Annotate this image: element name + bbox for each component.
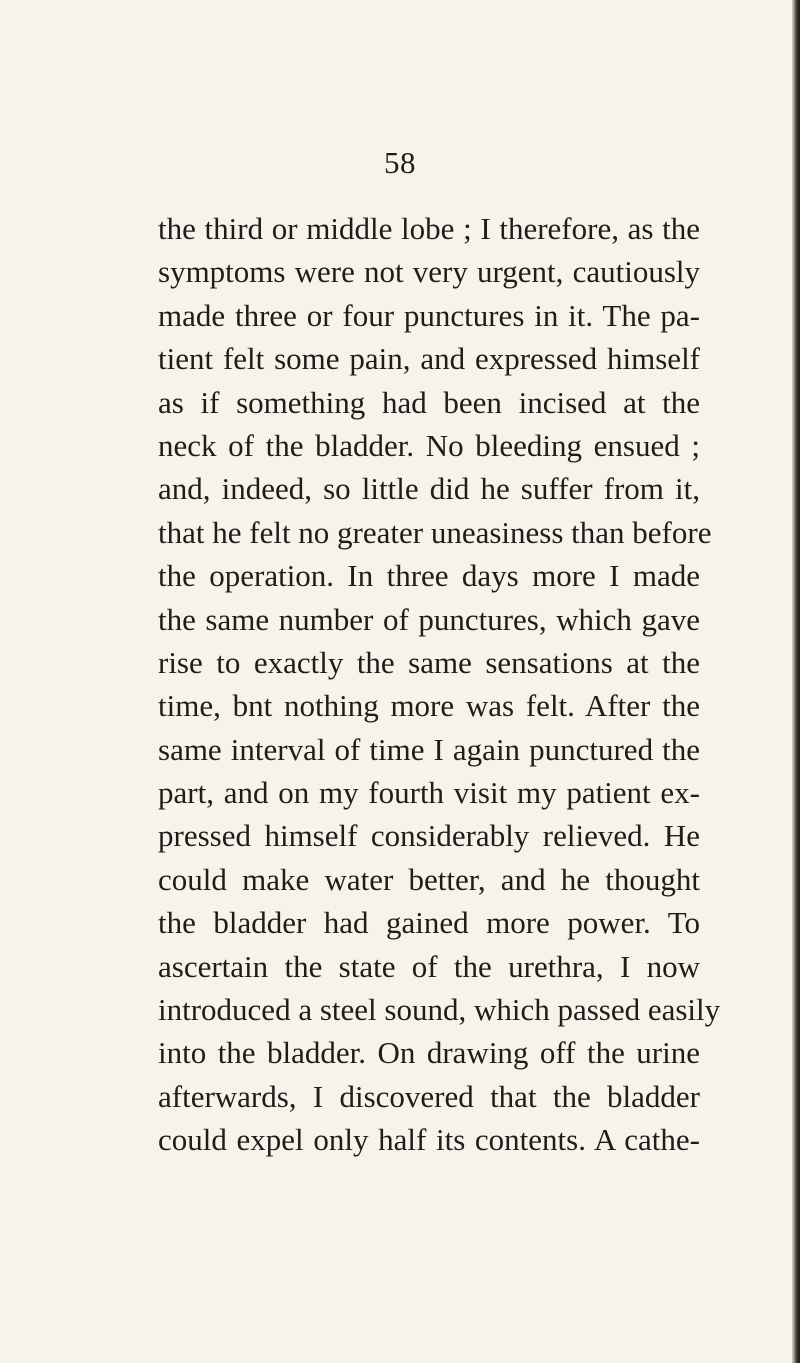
text-line: the same number of punctures, which gave [158,601,700,637]
text-line: could expel only half its contents. A cathe- [158,1122,700,1158]
text-line: part, and on my fourth visit my patient ex- [158,775,700,811]
text-line: the bladder had gained more power. To [158,905,700,941]
text-line: into the bladder. On drawing off the urine [158,1035,700,1071]
text-line: introduced a steel sound, which passed easily [158,992,721,1028]
text-line: could make water better, and he thought [158,861,700,897]
text-line: neck of the bladder. No bleeding ensued ; [158,427,700,463]
text-line: symptoms were not very urgent, cautiously [158,254,700,290]
text-line: tient felt some pain, and expressed himself [158,341,700,377]
text-line: same interval of time I again punctured the [158,731,700,767]
text-line: ascertain the state of the urethra, I now [158,948,700,984]
text-line: time, bnt nothing more was felt. After the [158,688,700,724]
text-line: rise to exactly the same sensations at the [158,644,700,680]
body-text [158,207,721,1162]
text-line: the operation. In three days more I made [158,558,700,594]
text-line: and, indeed, so little did he suffer from it, [158,471,700,507]
text-line: that he felt no greater uneasiness than before [158,514,712,550]
page-edge-shadow [792,0,800,1363]
page-number: 58 [384,145,416,180]
text-line: as if something had been incised at the [158,384,700,420]
text-line: pressed himself considerably relieved. He [158,818,700,854]
text-line: made three or four punctures in it. The pa- [158,297,700,333]
text-line: afterwards, I discovered that the bladder [158,1078,700,1114]
text-line: the third or middle lobe ; I therefore, as the [158,211,700,246]
